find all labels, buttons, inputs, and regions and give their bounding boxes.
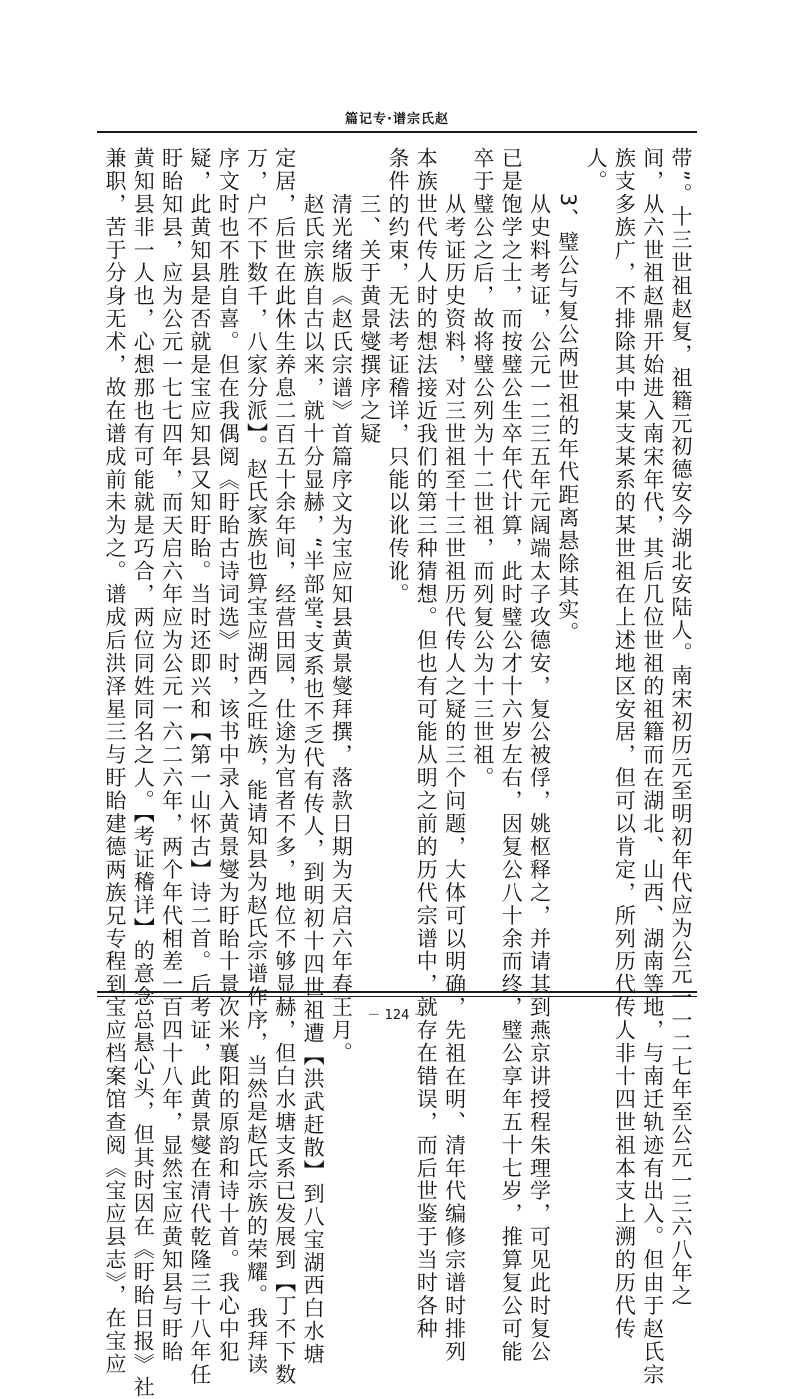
section-heading: 三、关于黄景燮撰序之疑 — [357, 147, 382, 446]
text-column: 条件的约束，无法考证稽详，只能以讹传讹。 — [386, 147, 410, 606]
text-column: 人。 — [584, 147, 609, 193]
text-column: 已是饱学之士，而按璧公生卒年代计算，此时璧公才十六岁左右，因复公八十余而终，璧公享年五十七岁，推算复公可能 — [499, 147, 524, 1364]
text-column: 带”。十三世祖赵复，祖籍元初德安今湖北安陆人。南宋初历元至明初年代应为公元一一二七年至公元一三六八年之 — [669, 147, 693, 1308]
footer-rule-thin — [97, 996, 697, 997]
text-column: 万，户不下数千，八家分派】。赵氏家族也算宝应湖西之旺族，能请知县为赵氏宗谱作序，当然是赵氏宗族的荣耀。我拜读 — [244, 147, 269, 1376]
text-column: 清光绪版《赵氏宗谱》首篇序文为宝应知县黄景燮拜撰，落款日期为天启六年春王月。 — [329, 147, 354, 1065]
text-column: 本族世代传人时的想法接近我们的第三种猜想。但也有可能从明之前的历代宗谱中，就存在错误，而后世鉴于当时各种 — [414, 147, 439, 1341]
text-column: 族支多族广，不排除其中某支某系的某世祖在上述地区安居，但可以肯定，所列历代传人非十四世祖本支上溯的历代传 — [612, 147, 637, 1341]
text-column: 盱眙知县，应为公元一七七四年，而天启六年应为公元一六二六年，两个年代相差一百四十八年，显然宝应黄知县与盱眙 — [159, 147, 184, 1364]
text-column: 疑，此黄知县是否就是宝应知县又知盱眙。当时还即兴和【第一山怀古】诗二首。后考证，此黄景燮在清代乾隆三十八年任 — [187, 147, 212, 1387]
text-column: 从考证历史资料，对三世祖至十三世祖历代传人之疑的三个问题，大体可以明确，先祖在明、清年代编修宗谱时排列 — [442, 147, 467, 1364]
page-number: － 124 － — [367, 1008, 427, 1023]
text-column: 序文时也不胜自喜。但在我偶阅《盱眙古诗词选》时，该书中录入黄景燮为盱眙十景次米襄阳的原韵和诗十首。我心中犯 — [216, 147, 241, 1364]
text-column: 3、璧公与复公两世祖的年代距离悬除其实。 — [555, 147, 580, 645]
running-header: 篇记专·谱宗氏赵 — [345, 112, 449, 127]
text-column: 黄知县非一人也，心想那也有可能就是巧合，两位同姓同名之人。【考证稽详】的意念总悬心头，但其时因在《盱眙日报》社 — [131, 147, 156, 1399]
text-column: 定居，后世在此休生养息二百五十余年间，经营田园，仕途为官者不多，地位不够显赫，但白水塘支系已发展到【丁不下数 — [272, 147, 297, 1387]
text-column: 间，从六世祖赵鼎开始进入南宋年代，其后几位世祖的祖籍而在湖北、山西、湖南等地，与南迁轨迹有出入。但由于赵氏宗 — [640, 147, 665, 1387]
footer-rule — [97, 991, 697, 993]
text-column: 从史料考证，公元一二三五年元阔端太子攻德安，复公被俘，姚枢释之，并请其到燕京讲授程朱理学，可见此时复公 — [527, 147, 552, 1364]
header-rule — [97, 131, 697, 133]
text-column: 兼职，苦于分身无术，故在谱成前未为之。谱成后洪泽星三与盱眙建德两族兄专程到宝应档案馆查阅《宝应县志》，在宝应 — [103, 147, 127, 1376]
text-column: 卒于璧公之后，故将璧公列为十二世祖，而列复公为十三世祖。 — [470, 147, 495, 790]
text-column: 赵氏宗族自古以来，就十分显赫，“半部堂”支系也不乏代有传人，到明初十四世祖遭【洪武赶散】到八宝湖西白水塘 — [301, 147, 326, 1367]
